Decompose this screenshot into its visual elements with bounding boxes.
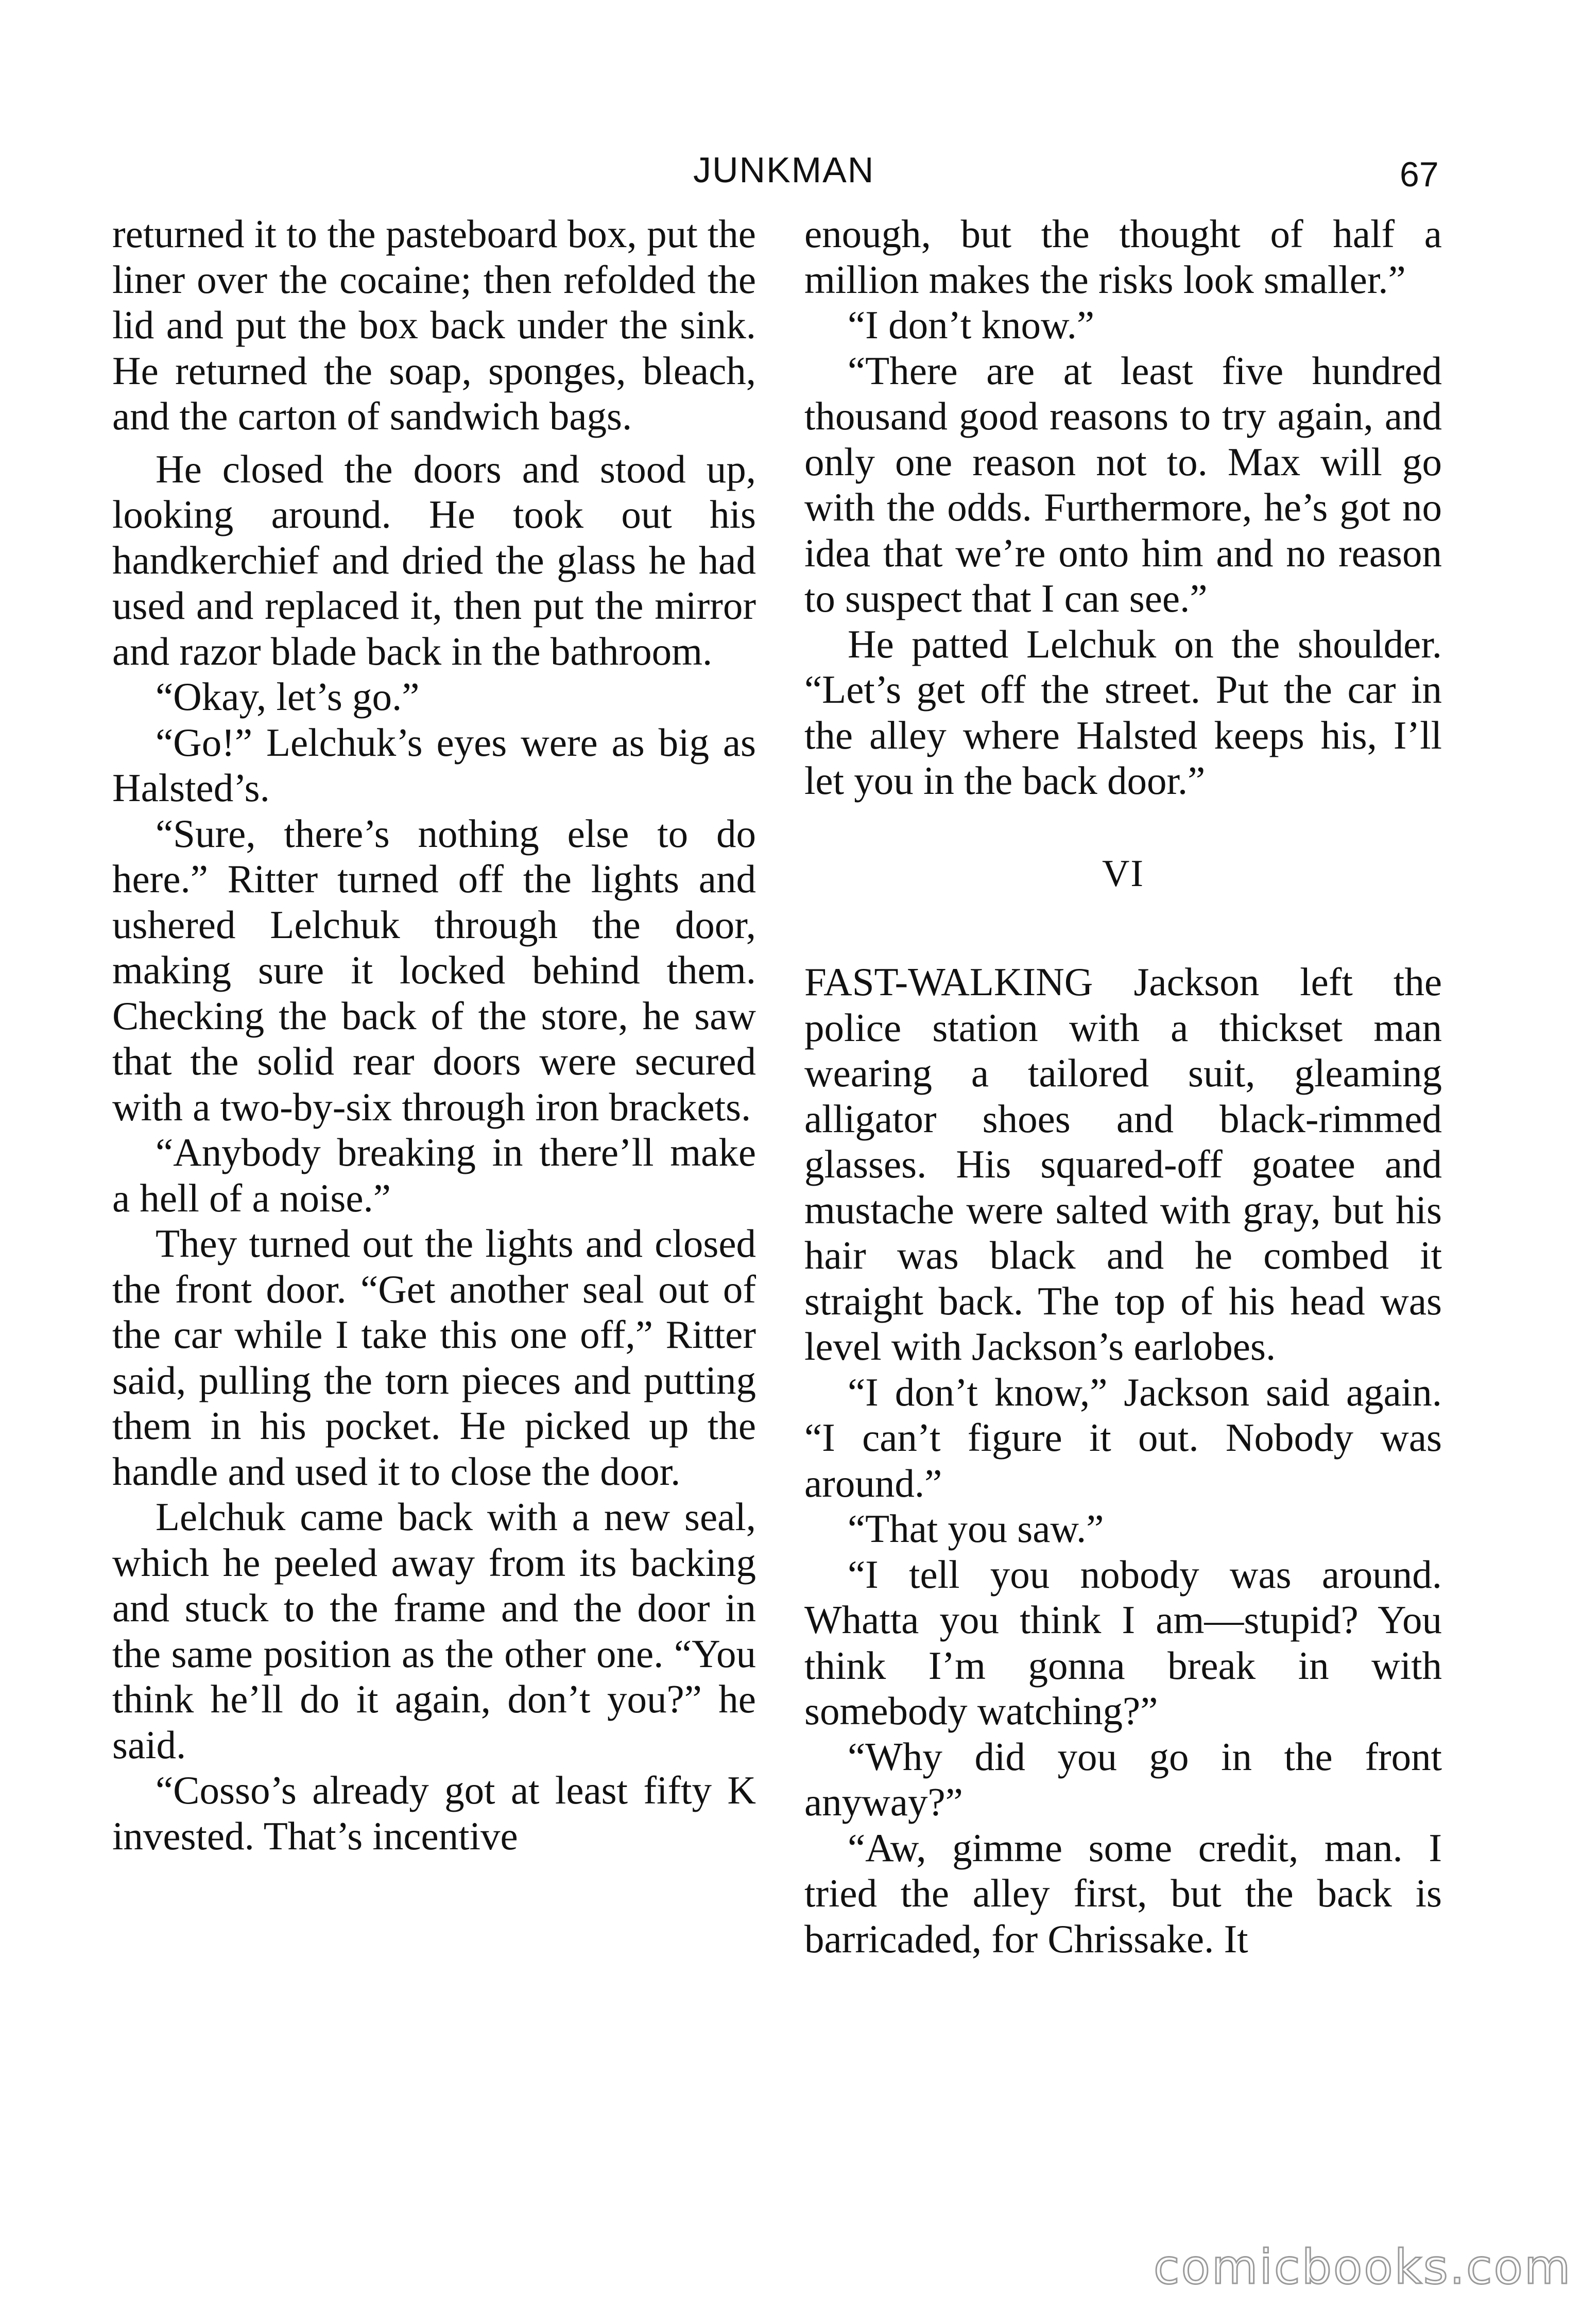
paragraph: “Go!” Lelchuk’s eyes were as big as Halsted’s. xyxy=(112,720,756,810)
paragraph: “Sure, there’s nothing else to do here.” Ritter turned off the lights and ushered Lelchuk through the door, making sure it locked behind them. Checking the back of the store, he saw that the solid rear doors were secured with a two-by-six through iron brackets. xyxy=(112,811,756,1129)
paragraph: “That you saw.” xyxy=(848,1506,1104,1551)
paragraph: “I don’t know.” xyxy=(848,303,1094,347)
section-heading: VI xyxy=(1102,852,1145,895)
paragraph: “Why did you go in the front anyway?” xyxy=(804,1734,1442,1824)
paragraph: “Okay, let’s go.” xyxy=(156,674,420,719)
paragraph: enough, but the thought of half a million makes the risks look smaller.” xyxy=(804,212,1442,302)
paragraph: He patted Lelchuk on the shoulder. “Let’s get off the street. Put the car in the alley where Halsted keeps his, I’ll let you in the back door.” xyxy=(804,621,1442,803)
paragraph: returned it to the pasteboard box, put the liner over the cocaine; then refolded the lid and put the box back under the sink. He returned the soap, sponges, bleach, and the carton of sandwich bags. xyxy=(112,212,756,438)
left-column xyxy=(112,211,756,1859)
paragraph: “I don’t know,” Jackson said again. “I can’t figure it out. Nobody was around.” xyxy=(804,1369,1442,1505)
page-number: 67 xyxy=(1400,155,1439,194)
watermark-logo: comicbooks.com xyxy=(1154,2240,1572,2295)
paragraph: “I tell you nobody was around. Whatta you think I am—stupid? You think I’m gonna break in with somebody watching?” xyxy=(804,1552,1442,1733)
running-head: JUNKMAN xyxy=(693,150,875,190)
paragraph: FAST-WALKING Jackson left the police station with a thickset man wearing a tailored suit, gleaming alligator shoes and black-rimmed glasses. His squared-off goatee and mustache were salted with gray, but his hair was black and he combed it straight back. The top of his head was level with Jackson’s earlobes. xyxy=(804,960,1442,1368)
page-header xyxy=(0,149,1582,201)
paragraph: Lelchuk came back with a new seal, which he peeled away from its backing and stuck to the frame and the door in the same position as the other one. “You think he’ll do it again, don’t you?” he said. xyxy=(112,1495,756,1767)
paragraph: He closed the doors and stood up, looking around. He took out his handkerchief and dried the glass he had used and replaced it, then put the mirror and razor blade back in the bathroom. xyxy=(112,446,756,673)
paragraph: “Cosso’s already got at least fifty K invested. That’s incentive xyxy=(112,1768,756,1858)
paragraph: “Aw, gimme some credit, man. I tried the alley first, but the back is barricaded, for Chrissake. It xyxy=(804,1825,1442,1961)
right-column xyxy=(804,211,1442,1962)
paragraph: “Anybody breaking in there’ll make a hell of a noise.” xyxy=(112,1130,756,1220)
paragraph: “There are at least five hundred thousand good reasons to try again, and only one reason not to. Max will go with the odds. Furthermore, he’s got no idea that we’re onto him and no reason to suspect that I can see.” xyxy=(804,348,1442,620)
paragraph: They turned out the lights and closed the front door. “Get another seal out of the car while I take this one off,” Ritter said, pulling the torn pieces and putting them in his pocket. He picked up the handle and used it to close the door. xyxy=(112,1221,756,1494)
